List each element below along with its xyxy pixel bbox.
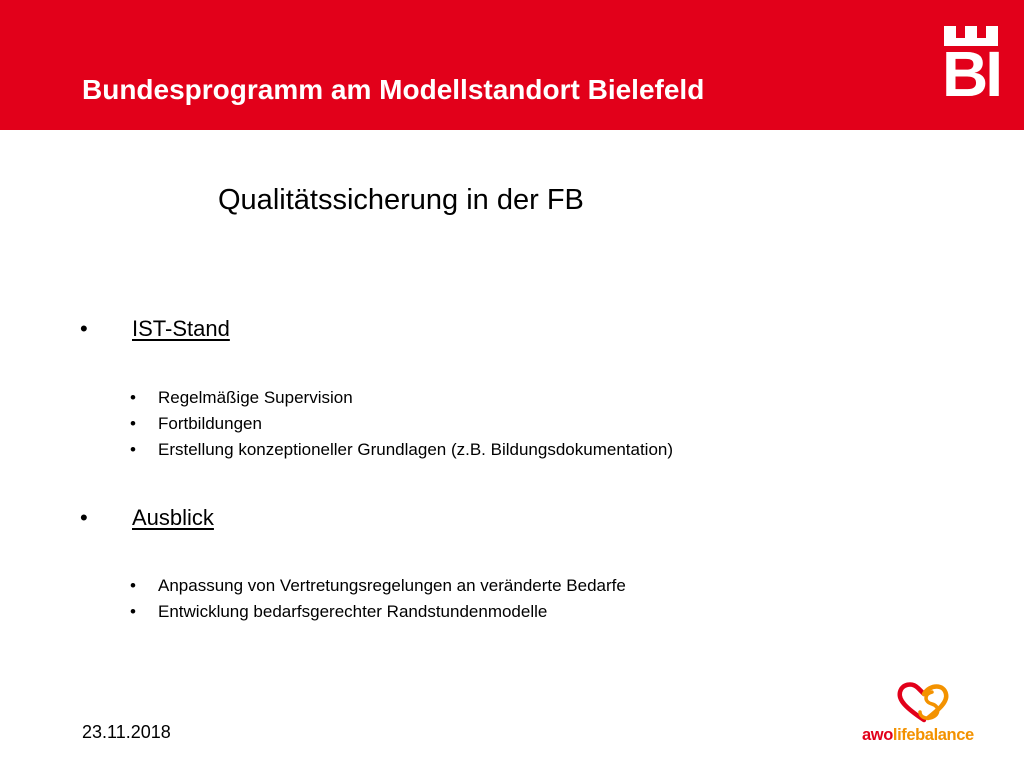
list-item-text: Erstellung konzeptioneller Grundlagen (z.B. Bildungsdokumentation): [158, 440, 674, 459]
header-bar: [0, 0, 1024, 130]
bielefeld-logo-text: BI: [942, 38, 1000, 110]
bullet-icon: •: [80, 505, 88, 530]
section-heading: IST-Stand: [132, 316, 230, 341]
awo-logo-awo: awo: [862, 726, 893, 744]
awo-logo-text: [862, 726, 992, 745]
bielefeld-logo: [942, 26, 1000, 110]
bullet-icon: •: [130, 414, 136, 433]
slide-subtitle: Qualitätssicherung in der FB: [218, 184, 584, 216]
list-item-text: Entwicklung bedarfsgerechter Randstundenmodelle: [158, 602, 548, 621]
bullet-icon: •: [130, 602, 136, 621]
list-item-text: Regelmäßige Supervision: [158, 388, 353, 407]
awo-lifebalance-logo: [862, 680, 992, 750]
heart-ampersand-icon: [894, 680, 954, 726]
bullet-icon: •: [130, 388, 136, 407]
list-item-text: Fortbildungen: [158, 414, 262, 433]
bullet-icon: •: [80, 316, 88, 341]
bullet-icon: •: [130, 576, 136, 595]
awo-logo-lifebalance: lifebalance: [892, 726, 974, 744]
footer-date: 23.11.2018: [82, 722, 171, 742]
list-item-text: Anpassung von Vertretungsregelungen an veränderte Bedarfe: [158, 576, 626, 595]
bullet-icon: •: [130, 440, 136, 459]
header-title: Bundesprogramm am Modellstandort Bielefeld: [82, 74, 705, 105]
section-heading: Ausblick: [132, 505, 214, 530]
